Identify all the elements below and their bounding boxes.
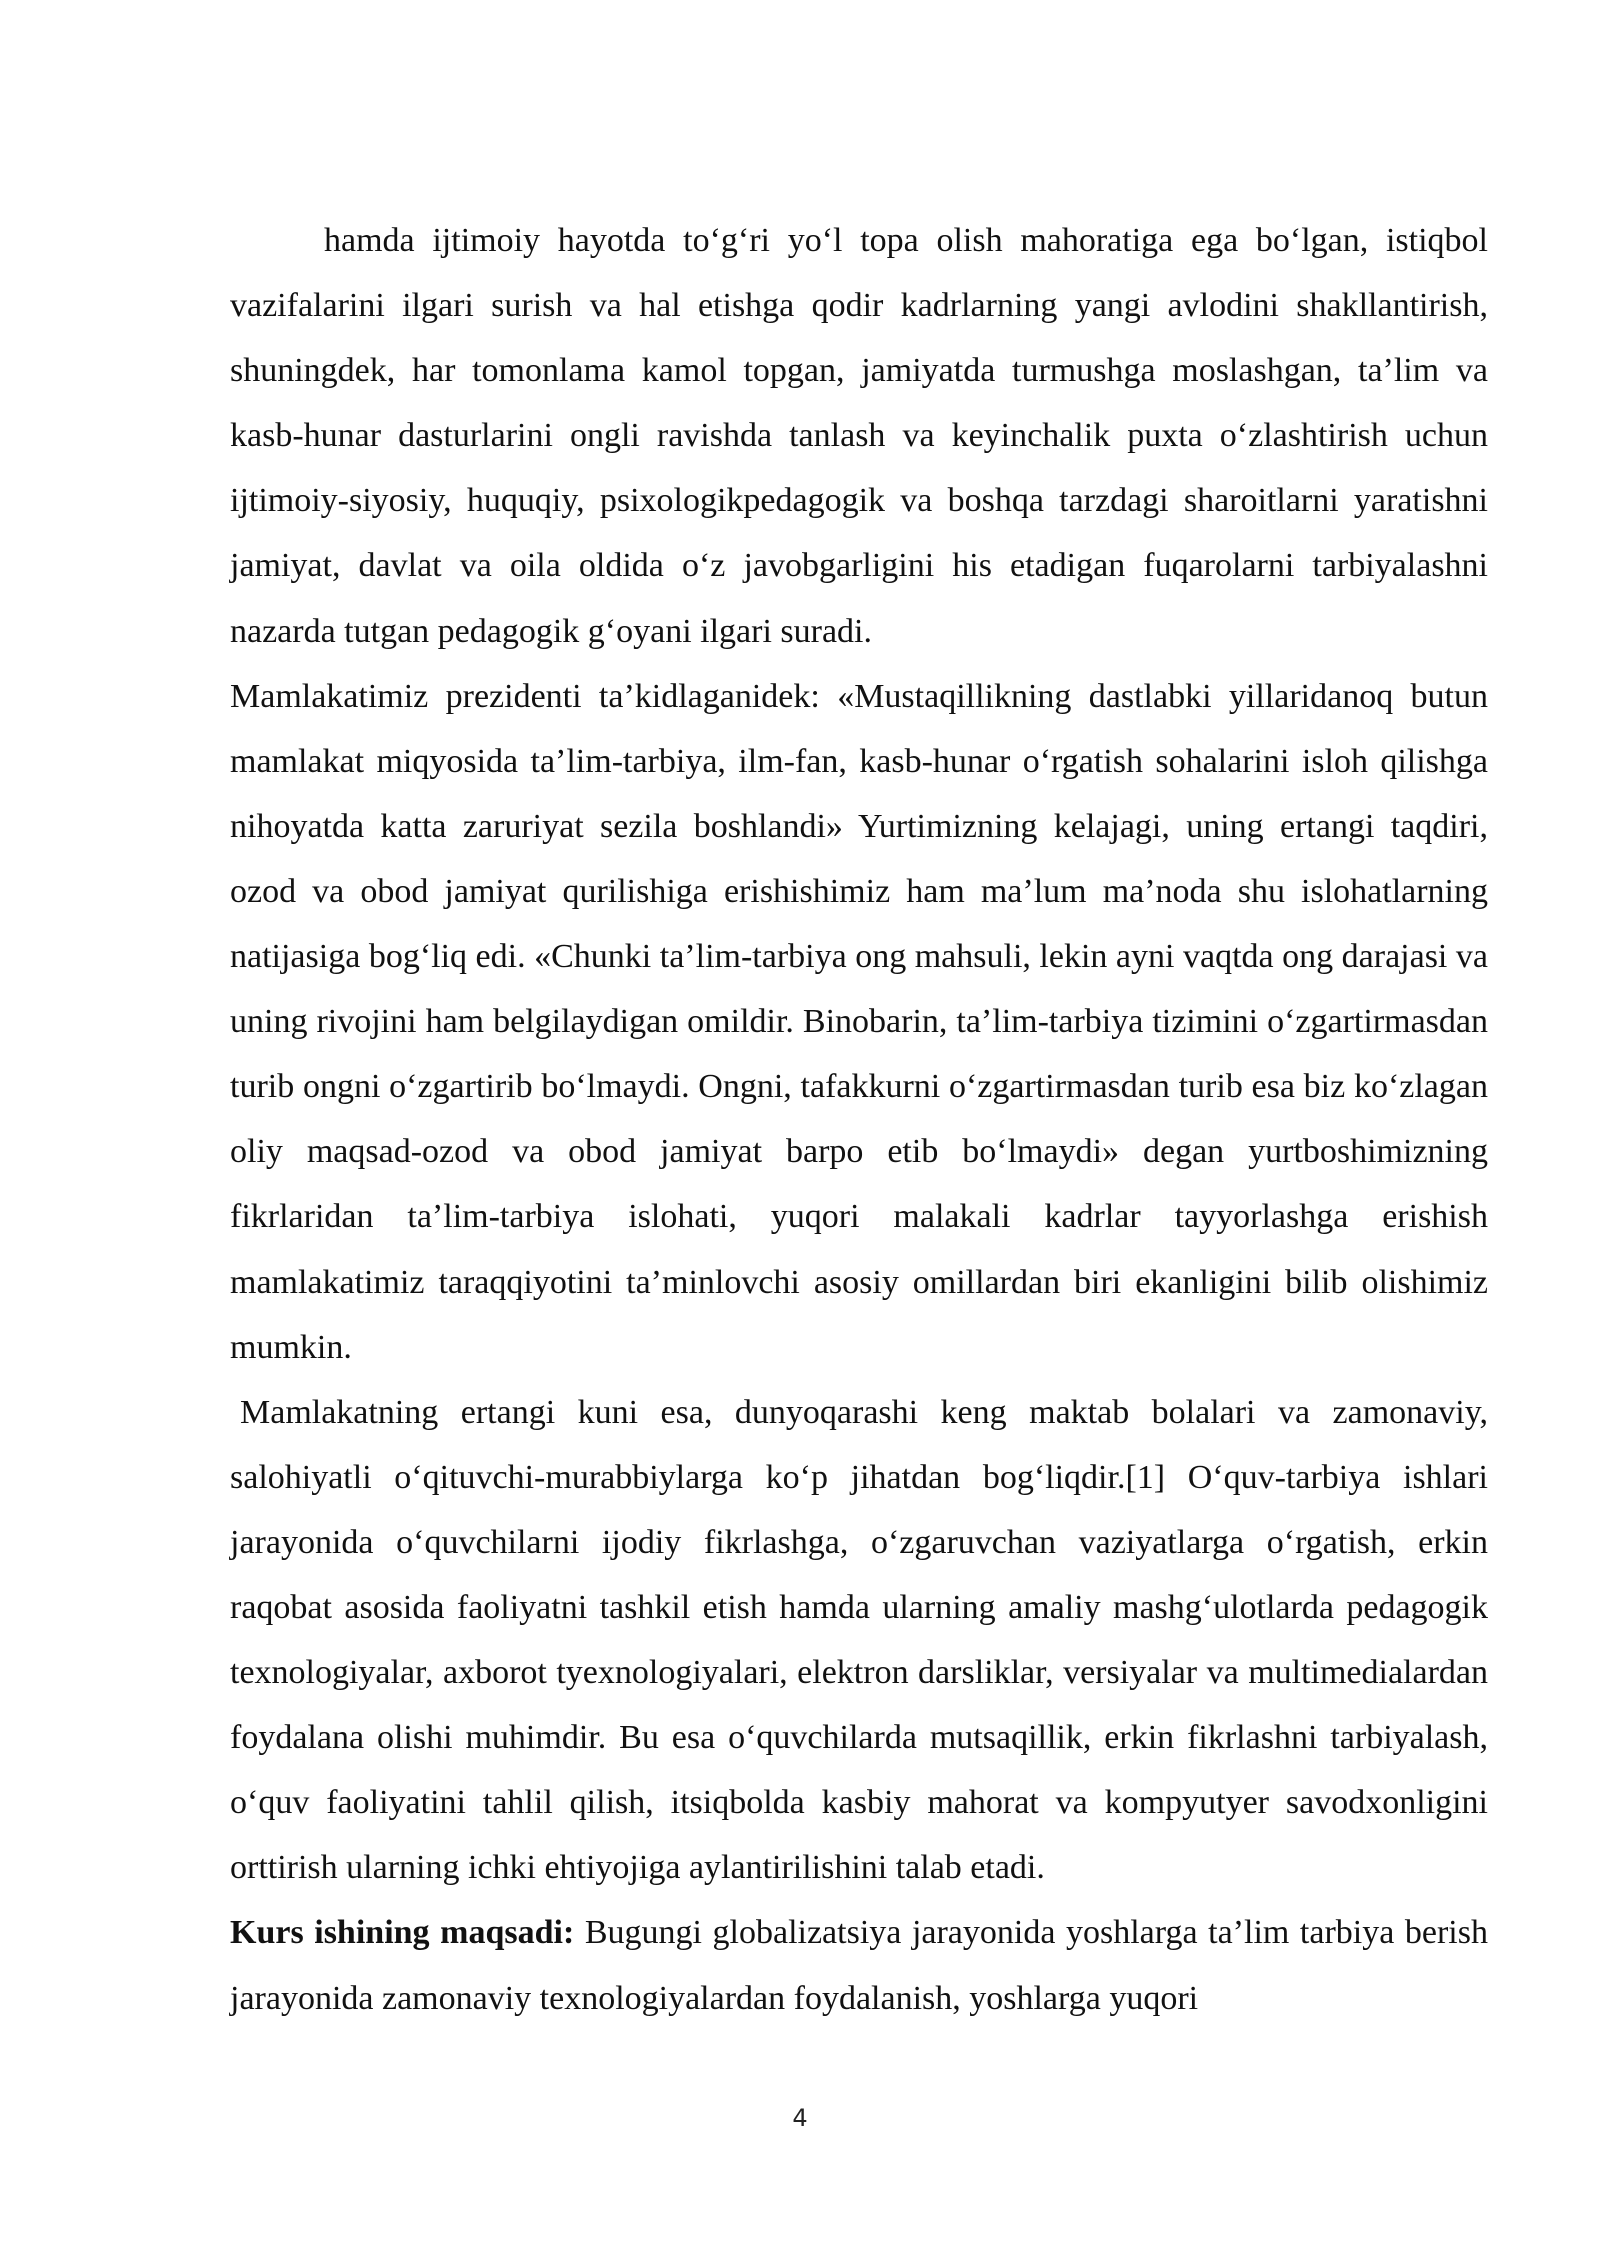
paragraph-4-lead: Kurs ishining maqsadi: [230, 1914, 575, 1952]
paragraph-1: hamda ijtimoiy hayotda to‘g‘ri yo‘l topa olish mahoratiga ega bo‘lgan, istiqbol vazifalarini ilgari surish va hal etishga qodir kadrlarning yangi avlodini shakllantirish, shuningdek, har tomonlama kamol topgan, jamiyatda turmushga moslashgan, ta’lim va kasb-hunar dasturlarini ongli ravishda tanlash va keyinchalik puxta o‘zlashtirish uchun ijtimoiy-siyosiy, huquqiy, psixologikpedagogik va boshqa tarzdagi sharoitlarni yaratishni jamiyat, davlat va oila oldida o‘z javobgarligini his etadigan fuqarolarni tarbiyalashni nazarda tutgan pedagogik g‘oyani ilgari suradi. [230, 222, 1488, 650]
paragraph-4 [230, 1900, 1488, 2030]
paragraph-2: Mamlakatimiz prezidenti ta’kidlaganidek: «Mustaqillikning dastlabki yillaridanoq butun mamlakat miqyosida ta’lim-tarbiya, ilm-fan, kasb-hunar o‘rgatish sohalarini isloh qilishga nihoyatda katta zaruriyat sezila boshlandi» Yurtimizning kelajagi, uning ertangi taqdiri, ozod va obod jamiyat qurilishiga erishishimiz ham ma’lum ma’noda shu islohatlarning natijasiga bog‘liq edi. «Chunki ta’lim-tarbiya ong mahsuli, lekin ayni vaqtda ong darajasi va uning rivojini ham belgilaydigan omildir. Binobarin, ta’lim-tarbiya tizimini o‘zgartirmasdan turib ongni o‘zgartirib bo‘lmaydi. Ongni, tafakkurni o‘zgartirmasdan turib esa biz ko‘zlagan oliy maqsad-ozod va obod jamiyat barpo etib bo‘lmaydi» degan yurtboshimizning fikrlaridan ta’lim-tarbiya islohati, yuqori malakali kadrlar tayyorlashga erishish mamlakatimiz taraqqiyotini ta’minlovchi asosiy omillardan biri ekanligini bilib olishimiz mumkin. [230, 677, 1488, 1366]
paragraph-3: Mamlakatning ertangi kuni esa, dunyoqarashi keng maktab bolalari va zamonaviy, salohiyatli o‘qituvchi-murabbiylarga ko‘p jihatdan bog‘liqdir.[1] O‘quv-tarbiya ishlari jarayonida o‘quvchilarni ijodiy fikrlashga, o‘zgaruvchan vaziyatlarga o‘rgatish, erkin raqobat asosida faoliyatni tashkil etish hamda ularning amaliy mashg‘ulotlarda pedagogik texnologiyalar, axborot tyexnologiyalari, elektron darsliklar, versiyalar va multimedialardan foydalana olishi muhimdir. Bu esa o‘quvchilarda mutsaqillik, erkin fikrlashni tarbiyalash, o‘quv faoliyatini tahlil qilish, itsiqbolda kasbiy mahorat va kompyutyer savodxonligini orttirish ularning ichki ehtiyojiga aylantirilishini talab etadi. [230, 1393, 1488, 1887]
paragraph-4-text: Bugungi globalizatsiya jarayonida yoshlarga ta’lim tarbiya berish jarayonida zamonaviy texnologiyalardan foydalanish, yoshlarga yuqori [230, 1914, 1488, 2017]
body-text [230, 208, 1488, 2031]
page-number: 4 [792, 2104, 808, 2132]
